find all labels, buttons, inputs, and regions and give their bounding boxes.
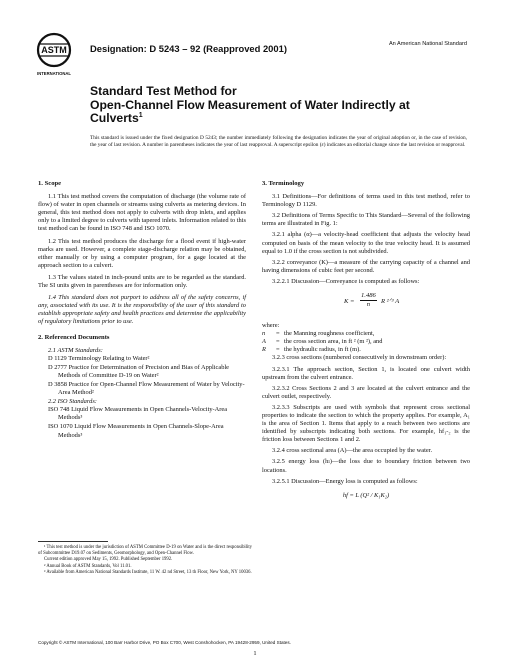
intro-paragraph: This standard is issued under the fixed designation D 5243; the number immediately following the designation indicates the year of original adoption or, in the case of revision, the year of last revision. A number in parentheses indicates the year of last reapproval. A superscript epsilon (ε) indicates an editorial change since the last revision or reapproval.: [90, 135, 467, 149]
paragraph-3-2-3-1: 3.2.3.1 The approach section, Section 1, is located one culvert width upstream from the culvert entrance.: [262, 365, 470, 381]
footnote: ³ Available from American National Standards Institute, 11 W. 42 nd Street, 13 th Floor, New York, NY 10036.: [44, 569, 252, 575]
paragraph-1-4: [38, 294, 246, 326]
paragraph-3-2-3-2: 3.2.3.2 Cross Sections 2 and 3 are located at the culvert entrance and the culvert outlet, respectively.: [262, 384, 470, 400]
paragraph-1-3: 1.3 The values stated in inch-pound units are to be regarded as the standard. The SI units given in parentheses are for information only.: [38, 273, 246, 290]
reference-item: D 3858 Practice for Open-Channel Flow Measurement of Water by Velocity-Area Method²: [48, 380, 245, 397]
left-column: [38, 180, 246, 441]
paragraph-1-1: 1.1 This test method covers the computation of discharge (the volume rate of flow) of water in open channels or streams using culverts as metering devices. In general, this test method does not apply to culverts with drop inlets, and applies only to a limited degree to culverts with tapered inlets. Information related to this test method can be found in ISO 748 and ISO 1070.: [38, 193, 246, 233]
where-symbol: [262, 330, 276, 338]
formula-denominator: n: [366, 301, 371, 309]
svg-text:INTERNATIONAL: INTERNATIONAL: [37, 71, 71, 76]
footnote: ¹ This test method is under the jurisdiction of ASTM Committee D-19 on Water and is the direct responsibility of Subcommittee D19.07 on Sediments, Geomorphology, and Open-Channel Flow.: [38, 545, 252, 557]
equals-sign: =: [276, 338, 280, 346]
iso-standards-label: [38, 398, 246, 406]
astm-standards-label-text: 2.1 ASTM Standards:: [48, 346, 103, 354]
reference-item: D 1129 Terminology Relating to Water²: [48, 354, 150, 362]
footnotes: [38, 545, 252, 576]
paragraph-3-2-2-1: 3.2.2.1 Discussion—Conveyance is computed as follows:: [272, 277, 420, 285]
paragraph-3-2-2: 3.2.2 conveyance (K)—a measure of the carrying capacity of a channel and having dimensions of cubic feet per second.: [262, 258, 470, 274]
paragraph-3-2: 3.2 Definitions of Terms Specific to This Standard—Several of the following terms are illustrated in Fig. 1:: [262, 212, 470, 228]
reference-item: ISO 1070 Liquid Flow Measurements in Open Channels-Slope-Area Methods³: [48, 423, 224, 439]
where-definition: the hydraulic radius, in ft (m).: [284, 346, 361, 354]
where-symbol: [262, 338, 276, 346]
equals-sign: =: [276, 346, 280, 354]
footnote-divider: [38, 541, 108, 542]
designation: Designation: D 5243 – 92 (Reapproved 2001): [90, 43, 287, 54]
formula-numerator: 1.486: [360, 292, 377, 301]
paragraph-3-2-5: 3.2.5 energy loss (hₗ)—the loss due to boundary friction between two locations.: [262, 458, 470, 474]
copyright-notice: Copyright © ASTM International, 100 Barr Harbor Drive, PO Box C700, West Conshohocken, PA 19428-2959, United States.: [38, 640, 291, 645]
astm-standards-label: [38, 347, 246, 355]
where-label: where:: [262, 322, 280, 330]
paragraph-3-1: 3.1 Definitions—For definitions of terms used in this test method, refer to Terminology D 1129.: [262, 193, 470, 209]
where-symbol-text: R: [262, 346, 266, 354]
where-symbol: [262, 346, 276, 354]
svg-text:ASTM: ASTM: [41, 45, 67, 55]
conveyance-formula: [262, 292, 470, 314]
equals-sign: =: [276, 330, 280, 338]
footnote: ² Annual Book of ASTM Standards, Vol 11.01.: [44, 563, 132, 569]
paragraph-3-2-4: 3.2.4 cross sectional area (A)—the area occupied by the water.: [272, 447, 433, 455]
right-column: [262, 180, 470, 500]
energy-loss-formula: hf = L (Q² / K₁K₂): [342, 491, 390, 499]
reference-item: D 2777 Practice for Determination of Precision and Bias of Applicable Methods of Committee D-19 on Water²: [48, 363, 230, 379]
where-symbol-text: A: [262, 338, 266, 346]
paragraph-3-2-3: 3.2.3 cross sections (numbered consecutively in downstream order):: [272, 354, 447, 362]
standard-org: An American National Standard: [388, 41, 467, 47]
document-title: [90, 85, 470, 126]
where-list: [262, 330, 470, 354]
iso-standards-label-text: 2.2 ISO Standards:: [48, 398, 97, 406]
where-definition: the cross section area, in ft ² (m ²), and: [284, 338, 383, 346]
formula-lhs: K =: [344, 298, 355, 306]
paragraph-1-4-text: 1.4 This standard does not purport to address all of the safety concerns, if any, associated with its use. It is the responsibility of the user of this standard to establish appropriate safety and health practices and determine the applicability of regulatory limitations prior to use.: [38, 294, 246, 326]
formula-fraction: [360, 292, 377, 309]
title-line-2: Open-Channel Flow Measurement of Water Indirectly at: [90, 97, 410, 112]
reference-item: ISO 748 Liquid Flow Measurements in Open Channels-Velocity-Area Methods³: [48, 406, 228, 422]
paragraph-3-2-1: 3.2.1 alpha (α)—a velocity-head coefficient that adjusts the velocity head computed on basis of the mean velocity to the true velocity head. It is assumed equal to 1.0 if the cross section is not subdivided.: [262, 231, 470, 255]
paragraph-3-2-3-3: 3.2.3.3 Subscripts are used with symbols that represent cross sectional properties to indicate the section to which the property applies. For example, A₁ is the area of Section 1. Items that apply to a reach between two sections are identified by subscripts indicating both sections. For example, hf₁-₂ is the friction loss between Sections 1 and 2.: [262, 403, 470, 444]
astm-logo-icon: [34, 32, 74, 78]
footnote: Current edition approved May 15, 1992. Published September 1992.: [44, 557, 173, 563]
section-heading-scope: 1. Scope: [38, 180, 62, 187]
page-number: 1: [253, 650, 257, 657]
where-definition: the Manning roughness coefficient,: [284, 330, 375, 338]
paragraph-1-2: 1.2 This test method produces the discharge for a flood event if high-water marks are used. However, a complete stage-discharge relation may be obtained, either manually or by using a computer program, for a gage located at the approach section to a culvert.: [38, 237, 246, 269]
title-line-1: Standard Test Method for: [90, 84, 237, 98]
paragraph-3-2-5-1: 3.2.5.1 Discussion—Energy loss is computed as follows:: [272, 477, 418, 485]
title-line-3-text: Culverts: [90, 111, 139, 126]
title-line-3: [90, 112, 470, 126]
title-footnote-mark: 1: [138, 112, 143, 120]
formula-rest: R ²ᐟ³ A: [381, 298, 400, 306]
where-symbol-text: n: [262, 330, 266, 338]
section-heading-referenced-documents: 2. Referenced Documents: [38, 333, 110, 341]
section-heading-terminology: 3. Terminology: [262, 180, 305, 187]
